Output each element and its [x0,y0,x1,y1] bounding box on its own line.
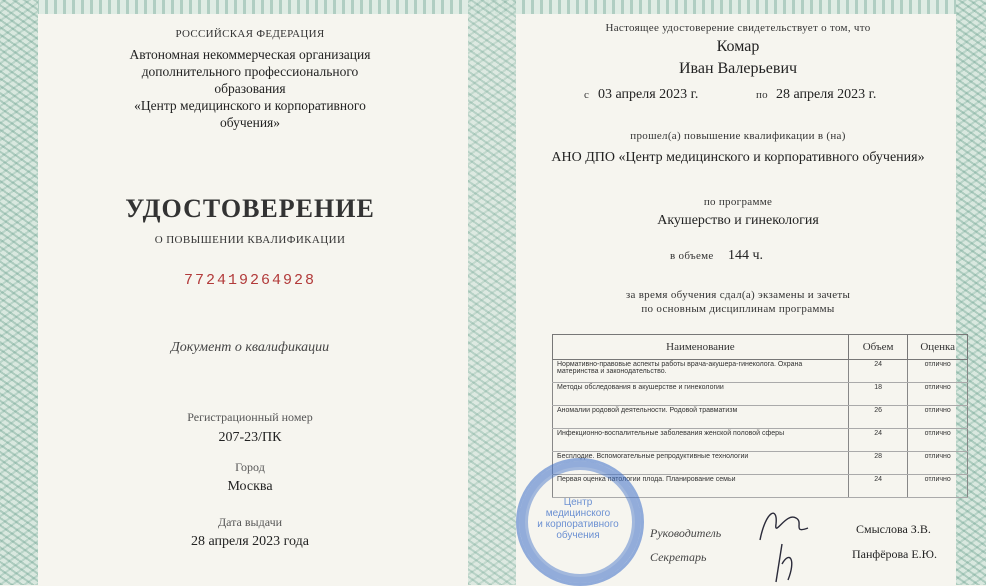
stamp-text [530,497,626,541]
holder-given-names: Иван Валерьевич [678,60,798,77]
to-prefix: по [756,89,768,101]
intro-text: Настоящее удостоверение свидетельствует о том, что [605,22,871,34]
volume-label: в объеме [670,250,714,262]
subject-name: Первая оценка патологии плода. Планирование семьи [553,475,849,498]
table-header-row [553,335,968,360]
city-value: Москва [227,479,273,494]
org-line-2: дополнительного профессионального [141,64,359,79]
document-subtitle: О ПОВЫШЕНИИ КВАЛИФИКАЦИИ [154,234,346,246]
org-line-5: обучения» [219,115,281,130]
subject-name: Инфекционно-воспалительные заболевания женской половой сферы [553,429,849,452]
registration-number: 207-23/ПК [218,430,282,445]
country-label: РОССИЙСКАЯ ФЕДЕРАЦИЯ [175,28,325,40]
stamp-line-2: медицинского [545,508,611,519]
subject-hours: 28 [848,452,908,475]
subject-grade: отлично [908,475,968,498]
issue-date-label: Дата выдачи [217,515,283,529]
table-row [553,406,968,429]
subject-hours: 24 [848,360,908,383]
from-date: 03 апреля 2023 г. [598,87,699,102]
org-line-1: Автономная некоммерческая организация [129,47,371,62]
program-name: Акушерство и гинекология [657,213,819,228]
serial-number: 772419264928 [183,272,317,289]
subject-grade: отлично [908,360,968,383]
left-page [40,0,460,585]
exams-line-2: по основным дисциплинам программы [641,303,835,315]
from-prefix: с [584,89,590,101]
header-name: Наименование [553,335,849,360]
to-date: 28 апреля 2023 г. [776,87,877,102]
subject-hours: 24 [848,475,908,498]
table-row [553,360,968,383]
stamp-line-3: и корпоративного [537,519,619,530]
holder-surname: Комар [716,38,760,55]
subject-name: Методы обследования в акушерстве и гинекологии [553,383,849,406]
table-row [553,383,968,406]
subject-grade: отлично [908,452,968,475]
city-label: Город [235,460,265,474]
subject-name: Нормативно-правовые аспекты работы врача-акушера-гинеколога. Охрана материнства и законодательство. [553,360,849,383]
subject-hours: 24 [848,429,908,452]
secretary-name: Панфёрова Е.Ю. [852,547,938,561]
center-fold-ornament [468,0,516,585]
document-title: УДОСТОВЕРЕНИЕ [125,194,375,223]
document-type: Документ о квалификации [170,340,330,355]
subject-hours: 18 [848,383,908,406]
table-row [553,429,968,452]
subject-grade: отлично [908,383,968,406]
header-hours: Объем [848,335,908,360]
subject-name: Бесплодие. Вспомогательные репродуктивные технологии [553,452,849,475]
left-border-ornament [0,0,38,585]
volume-value: 144 ч. [728,248,764,263]
subject-grade: отлично [908,429,968,452]
header-grade: Оценка [908,335,968,360]
stamp-line-4: обучения [556,530,600,541]
study-period [520,87,956,105]
org-line-3: образования [214,81,286,96]
passed-text: прошел(а) повышение квалификации в (на) [630,130,846,142]
subject-grade: отлично [908,406,968,429]
stamp-line-1: Центр [563,497,593,508]
subject-hours: 26 [848,406,908,429]
head-signature-label: Руководитель [650,526,722,540]
program-label: по программе [703,196,773,208]
secretary-signature [766,540,806,585]
institution-name: АНО ДПО «Центр медицинского и корпоративного обучения» [551,150,925,165]
registration-label: Регистрационный номер [187,410,313,424]
exams-line-1: за время обучения сдал(а) экзамены и зачеты [625,289,851,301]
subject-name: Аномалии родовой деятельности. Родовой травматизм [553,406,849,429]
secretary-signature-label: Секретарь [650,550,707,564]
org-line-4: «Центр медицинского и корпоративного [134,98,366,113]
issue-date-value: 28 апреля 2023 года [191,534,309,549]
head-name: Смыслова З.В. [856,522,931,536]
volume-line [520,248,956,266]
